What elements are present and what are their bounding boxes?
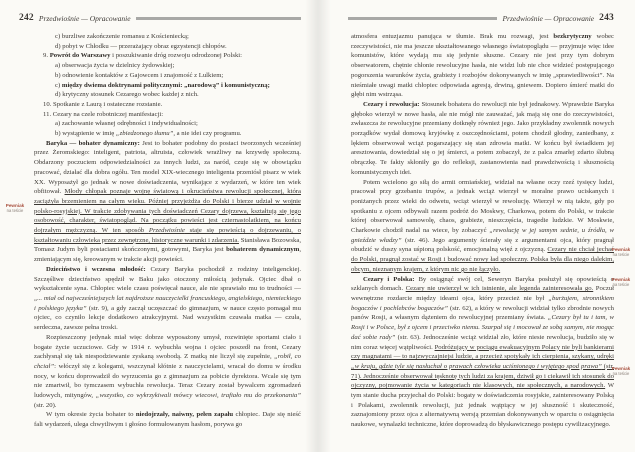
header-rule	[348, 17, 497, 20]
text-run: Rozpieszczony jedynak miał więc dobrze wyposażony umysł, rozwinięte sportami ciało i bogate życie uczuciowe. Gdy w 1914 r. wybuchła wojna i ojciec poszedł na front, Cezary zachłysnął się tak niespodziewanie zyskaną swobodą. Z matką nie liczył się zupełnie,	[34, 333, 301, 361]
text-run: , zmieniającym się, kreowanym w trakcie akcji powieści.	[34, 246, 301, 264]
text-run: bezkrytyczny	[553, 33, 592, 40]
page-243	[318, 0, 635, 452]
text-run: Dzieciństwo i wczesna młodość:	[46, 265, 146, 273]
margin-note-stamp	[608, 277, 634, 287]
text-run: Baryka — bohater dynamiczny:	[46, 139, 140, 147]
text-run: , a nie idei czy programu.	[173, 130, 242, 138]
text-run: „rewolucję w jej samym sednie, u źródła, w gnieździe władzy”	[351, 227, 614, 244]
text-run: „robił, co chciał”	[34, 353, 301, 370]
margin-note-stamp	[608, 247, 634, 257]
text-run: „Cezary był tu i tam, w Rosji i w Polsce, był z ojcem i przeciwko niemu. Szarpał się i mocował ze sobą samym, nie mogąc dać sobie rady”	[351, 314, 614, 341]
paragraph	[351, 32, 614, 100]
margin-note-stamp	[2, 203, 28, 213]
text-run: „zbiedzonego tłumu”	[115, 130, 174, 138]
outline-item	[34, 110, 301, 120]
paragraph	[34, 410, 301, 429]
text-run: a) obserwacja życia w dzielnicy żydowskiej;	[55, 62, 175, 70]
page-242	[0, 0, 317, 452]
text-run: Cezary i Polska:	[363, 275, 415, 283]
margin-note-line2: na teście	[6, 208, 24, 213]
text-run: staje się powieścią o dojrzewaniu, o kształtowaniu człowieka przez zewnętrzne, historyczne warunki i zdarzenia.	[34, 227, 301, 244]
text-run: d) pobyt w Chłodku — przerażający obraz egzystencji chłopów.	[55, 42, 227, 50]
text-run: 11. Cezary na czele robotniczej manifestacji:	[43, 110, 164, 118]
text-run: Cezary nie uwierzył w ich istnienie, ale legenda zainteresowała go.	[405, 285, 594, 293]
margin-note-line2: na teście	[612, 282, 630, 287]
margin-note-line1: Pewniak	[5, 203, 25, 208]
text-run: Stanisława Bozowska, Tomasz Judym byli postaciami skończonymi, gotowymi, Baryka jest	[34, 236, 301, 254]
text-run: d) krytyczny stosunek Cezarego wobec każdej z nich.	[55, 91, 199, 99]
running-title: Przedwiośnie — Opracowanie	[38, 13, 131, 23]
paragraph	[34, 265, 301, 333]
outline-item	[34, 81, 301, 91]
margin-note-line1: Pewniak	[611, 366, 631, 371]
page-number: 242	[19, 13, 34, 23]
text-run: Cezary Baryka pochodził z rodziny inteligenckiej. Szczęśliwe dzieciństwo spędził w Baku jako otoczony miłością jedynak. Ojciec dbał o wykształcenie syna. Chłopiec wiele czasu poświęcał nauce, ale nie sprawiało mu to trudności — „...	[34, 265, 301, 302]
outline-item	[34, 51, 301, 61]
text-run: wobec rzeczywistości, nie ma jeszcze ukształtowanego własnego światopoglądu — przyjmuje więc idee komunistów, które wydają mu się jedynie słuszne. Cezary nie jest przy tym dobrym obserwatorem, chętnie chłonie rewolucyjne hasła, nie widzi lub nie chce widzieć postępującego pogorszenia warunków życia, grabieży i rozbojów dokonywanych w imię „sprawiedliwości”. Na nieśmiałe uwagi matki chłopiec odpowiada agresją, drwiną, gniewem. Dopiero śmierć matki do głębi nim wstrząsa.	[351, 33, 614, 99]
paragraph	[351, 275, 614, 430]
margin-note-line2: na teście	[612, 371, 630, 376]
text-run: Powrót do Warszawy	[49, 52, 111, 60]
outline-item	[34, 42, 301, 52]
paragraph	[351, 178, 614, 275]
page-number: 243	[599, 13, 614, 23]
margin-note-line2: na teście	[612, 252, 630, 257]
outline-item	[34, 90, 301, 100]
text-run: bohaterem dynamicznym	[226, 246, 300, 254]
text-run: Potem wcielono go siłą do armii ormiańskiej, widział na własne oczy rzeź tysięcy ludzi, pracował przy grzebaniu trupów, a jednak wciąż wierzył w moralne prawo uciskanych i poniżanych przez wieki do odwetu, wciąż wierzył w rewolucję. Wierzył w nią także, gdy po spotkaniu z ojcem odbywali razem podróż do Moskwy, Charkowa, potem do Polski, w trakcie której obserwował samowolę, chaos, grabieże, nieszczęścia, tragedie ludzkie. W Moskwie, Charkowie chodził nadal na wiece, by zobaczyć	[351, 178, 614, 235]
text-run: chłopiec. Daje się nieść fali wydarzeń, ulega chwytliwym i głośno formułowanym hasłom, porywa go	[34, 411, 301, 429]
text-run: Cezary nie chciał jechać do Polski, pragnął zostać w Rosji i budować nowy ład społeczny. Polska była dla niego dalekim, obcym, nieznanym krajem, z którym nic go nie łączyło.	[351, 246, 614, 273]
text-run: 10. Spotkanie z Laurą i ostateczne rozstanie.	[43, 100, 163, 108]
text-run: i poszukiwanie dróg rozwoju odrodzonej Polski:	[110, 52, 243, 60]
text-run: „wszystko, co wykrzykiwali mówcy wiecowi, trafiało mu do przekonania”	[95, 392, 301, 400]
text-run: (str. 63). Jednocześnie wciąż widział zło, które niesie rewolucja, budziło się w nim coraz więcej wątpliwości.	[351, 333, 614, 351]
text-run: między dwiema doktrynami politycznymi: „narodową” i komunistyczną;	[61, 81, 270, 89]
text-run: Młody chłopak poznaje wojnę światową i okrucieństwa rewolucji społecznej, która zaciążyła brzemieniem na całym wieku. Później przyjeżdża do Polski i bierze udział w wojnie polsko-rosyjskiej. W trakcie zdobywania tych doświadczeń Cezary dojrzewa, kształtują się jego osobowość, charakter, światopogląd. Na początku powieści jest czternastolatkiem, na końcu dojrzałym mężczyzną. W ten sposób	[34, 188, 301, 235]
outline-item	[34, 71, 301, 81]
page-header-right	[348, 13, 614, 23]
text-run: b) wystąpienie w imię	[55, 130, 116, 138]
text-run: Jest to bohater podobny do postaci tworzonych wcześniej przez Żeromskiego: inteligent, patriota, altruista, człowiek wrażliwy na krzywdę społeczną. Obdarzony poczuciem odpowiedzialności za innych ludzi, za naród, czuje się w obowiązku pracować, działać dla dobra ogółu. Ten model XIX-wiecznego inteligenta przeniósł pisarz w wiek XX. Wyposażył go jednak w nowe doświadczenia, wynikające z wydarzeń, w które ten wiek obfitował.	[34, 139, 301, 196]
text-run: c) burzliwe zakończenie romansu z Kościeniecką;	[55, 33, 189, 40]
page-text-column	[19, 32, 301, 430]
text-run: By osiągnąć swój cel, Seweryn Baryka posłużył się opowieścią o szklanych domach.	[351, 275, 614, 293]
outline-item	[34, 100, 301, 110]
page-text-column	[348, 32, 614, 430]
outline-item	[34, 32, 301, 42]
paragraph	[34, 139, 301, 265]
header-rule	[136, 17, 301, 20]
text-run: (str. 71). Jednocześnie obserwował tęsknotę tych ludzi za krajem, dziwił go i ciekawił ich stosunek do ojczyzny, pojmowanie życia w kategoriach nie klasowych, nie społecznych, a narodowych.	[351, 362, 614, 390]
outline-item	[34, 129, 301, 139]
text-run: miał od najwcześniejszych lat najdroższe nauczycielki francuskiego, angielskiego, niemieckiego i polskiego języka”	[34, 294, 301, 312]
text-run: W tym okresie życia bohater to	[46, 411, 136, 419]
text-run: 9.	[43, 52, 50, 60]
text-run: Podróżujący w pociągu ewakuacyjnym Polacy nie byli bankierami czy magnatami — to najzwyczajniejsi ludzie, a przecież spotykały ich cierpienia, szykany, udręki	[351, 343, 614, 361]
text-run: Poczuł wewnętrzne rozdarcie między ideami ojca, który przecież nie był	[351, 285, 614, 302]
text-run: atmosfera entuzjazmu panująca w tłumie. Brak mu rozwagi, jest	[351, 33, 554, 40]
text-run: (str. 46). Jego argumenty ścierały się z argumentami ojca, który pragnął obudzić w duszy syna uśpioną polskość, emocjonalną więź z ojczyzną.	[351, 236, 615, 254]
text-run: (str. 62), a który w rewolucji widział tylko zbrodnie nowych panów Rosji, a własnym dążeniem do rewolucyjnej przemiany świata.	[351, 304, 614, 322]
page-header-left	[19, 13, 301, 23]
outline-item	[34, 61, 301, 71]
text-run: „w kraju, gdzie tyle się nasłuchał o prawach człowieka uciśnionego i wyjętego spod prawa”	[351, 362, 602, 370]
text-run: „burżujem, stronnikiem bogaczów i pochlebców bogaczów”	[351, 294, 614, 312]
text-run: W tym stanie ducha przyjechał do Polski: bogaty w doświadczenia rosyjskie, zainteresowany Polską i Polakami, zwolennik rewolucji, już jednak wątpiący w jej słuszność i skuteczność, zaznajomiony przez ojca z alternatywną wersją przemian dokonywanych w oparciu o osiągnięcia naukowe, wynalazki techniczne, które doprowadzą do błyskawicznego postępu cywilizacyjnego.	[351, 382, 615, 429]
margin-note-stamp	[608, 366, 634, 376]
running-title: Przedwiośnie — Opracowanie	[502, 13, 595, 23]
text-run: Stosunek bohatera do rewolucji nie był jednakowy. Wprawdzie Baryka głęboko wierzył w nowe hasła, ale nie mógł nie zauważać, jak mają się one do rzeczywistości, zwłaszcza że rewolucyjne przemiany dotknęły również jego. Jako przykładny zwolennik nowych porządków wydał domową kryjówkę z oszczędnościami, potem chodził głodny, zaniedbany, z lękiem obserwował wciąż pogarszający się stan zdrowia matki. W końcu był świadkiem jej aresztowania, dowiedział się o jej śmierci, a potem zobaczył, że z palca zmarłej zdarto ślubną obrączkę. Te fakty skłoniły go do refleksji, zastanowienia nad prawdziwością i słusznością komunistycznych idei.	[351, 100, 614, 176]
text-run: (str. 9), a gdy zaczął uczęszczać do gimnazjum, w nauce często pomagał mu ojciec, co czyniło lekcje dodatkowo atrakcyjnymi. Nad wszystkim czuwała matka — czuła, serdeczna, zawsze pełna troski.	[34, 304, 301, 332]
text-run: : włóczył się z kolegami, wszczynał kłótnie z nauczycielami, wracał do domu w środku nocy, w końcu doprowadził do wyrzucenia go z gimnazjum za pobicie dyrektora. Wcale się tym nie zmartwił, bo tymczasem wybuchła rewolucja. Teraz Cezary został bywalcem zgromadzeń ludowych, mityngów,	[34, 362, 301, 400]
paragraph	[34, 333, 301, 411]
text-run: (str. 20).	[34, 401, 57, 409]
text-run: a) zachowanie własnej odrębności i indywidualności;	[55, 120, 198, 128]
text-run: c)	[55, 81, 62, 89]
text-run: Przedwiośnie	[148, 227, 185, 235]
text-run: b) odnowienie kontaktów z Gajowcem i znajomość z Lulkiem;	[55, 71, 224, 79]
margin-note-line1: Pewniak	[611, 277, 631, 282]
margin-note-line1: Pewniak	[611, 247, 631, 252]
outline-item	[34, 119, 301, 129]
text-run: niedojrzały, naiwny, pełen zapału	[135, 411, 234, 419]
paragraph	[351, 100, 614, 178]
text-run: Cezary i rewolucja:	[363, 100, 420, 108]
